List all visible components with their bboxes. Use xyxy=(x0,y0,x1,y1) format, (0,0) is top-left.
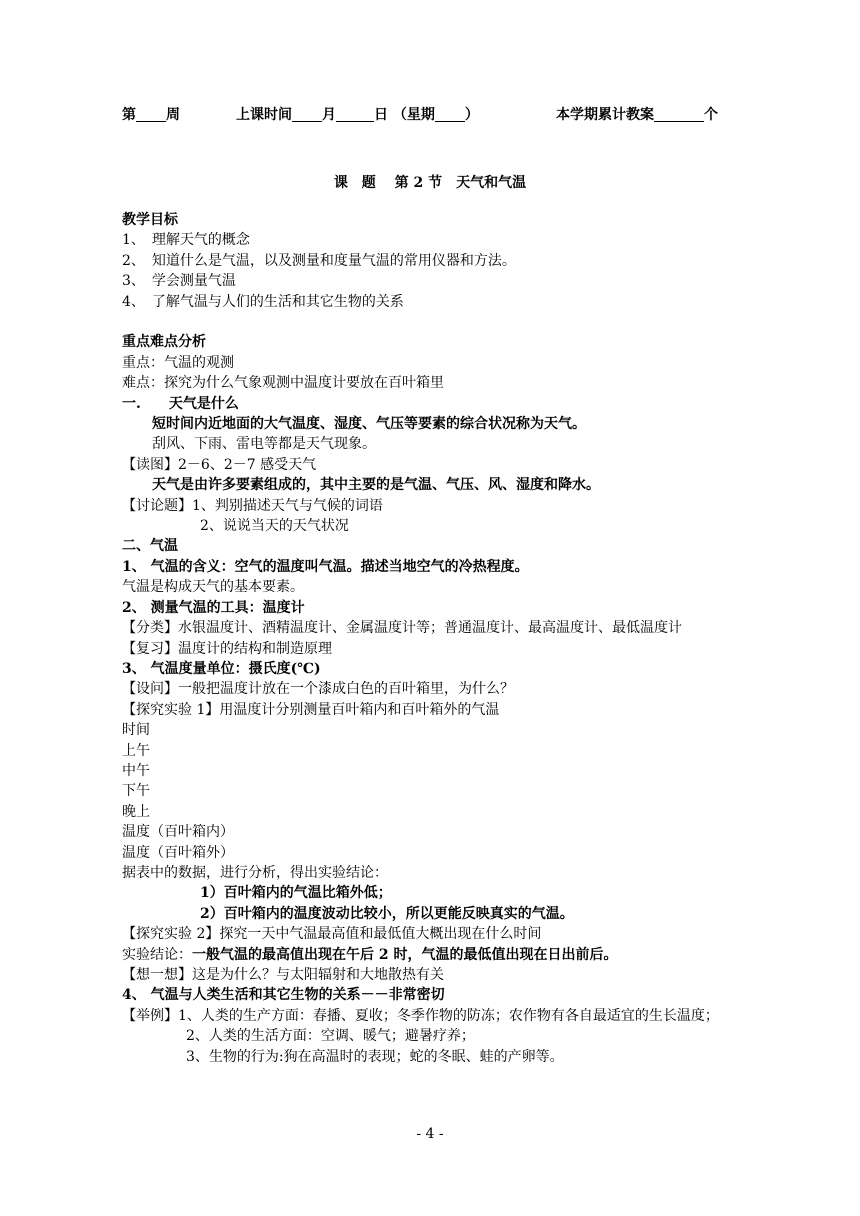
example-3: 3、生物的行为:狗在高温时的表现；蛇的冬眠、蛙的产卵等。 xyxy=(186,1048,564,1065)
experiment-2: 【探究实验 2】探究一天中气温最高值和最低值大概出现在什么时间 xyxy=(122,926,542,943)
tool-heading: 2、 测量气温的工具：温度计 xyxy=(122,599,305,616)
goal-item: 4、 了解气温与人们的生活和其它生物的关系 xyxy=(122,293,404,310)
weather-elements: 天气是由许多要素组成的，其中主要的是气温、气压、风、湿度和降水。 xyxy=(152,477,600,494)
example-2: 2、人类的生活方面：空调、暖气；避暑疗养； xyxy=(186,1028,475,1045)
key-point: 重点：气温的观测 xyxy=(122,354,234,371)
read-figure: 【读图】2－6、2－7 感受天气 xyxy=(122,456,317,473)
conclusion-1: 1）百叶箱内的气温比箱外低； xyxy=(200,885,392,902)
goal-item: 1、 理解天气的概念 xyxy=(122,232,250,249)
discussion-2: 2、说说当天的天气状况 xyxy=(200,518,349,535)
review: 【复习】温度计的结构和制造原理 xyxy=(122,640,332,657)
table-row: 下午 xyxy=(122,783,150,800)
weekday-blank xyxy=(435,106,465,122)
lesson-body xyxy=(122,210,747,1067)
goals-heading: 教学目标 xyxy=(122,212,178,228)
table-row: 温度（百叶箱外） xyxy=(122,844,234,861)
class-time-field: 上课时间 月 日 （星期 ） xyxy=(236,107,479,123)
week-blank xyxy=(136,106,166,122)
temperature-definition: 1、 气温的含义：空气的温度叫气温。描述当地空气的冷热程度。 xyxy=(122,558,529,575)
table-row: 时间 xyxy=(122,722,150,739)
experiment-1: 【探究实验 1】用温度计分别测量百叶箱内和百叶箱外的气温 xyxy=(122,701,500,718)
think: 【想一想】这是为什么？与太阳辐射和大地散热有关 xyxy=(122,967,444,984)
goal-item: 2、 知道什么是气温，以及测量和度量气温的常用仪器和方法。 xyxy=(122,252,516,269)
part2-heading: 二、气温 xyxy=(122,538,178,555)
conclusion-2: 2）百叶箱内的温度波动比较小，所以更能反映真实的气温。 xyxy=(200,905,574,922)
table-row: 中午 xyxy=(122,762,150,779)
classification: 【分类】水银温度计、酒精温度计、金属温度计等；普通温度计、最高温度计、最低温度计 xyxy=(122,620,682,637)
weather-definition: 短时间内近地面的大气温度、湿度、气压等要素的综合状况称为天气。 xyxy=(152,416,586,433)
lesson-header xyxy=(122,104,742,128)
count-blank xyxy=(654,106,704,122)
goal-item: 3、 学会测量气温 xyxy=(122,273,236,290)
weather-examples: 刮风、下雨、雷电等都是天气现象。 xyxy=(152,436,376,453)
analysis: 据表中的数据，进行分析，得出实验结论： xyxy=(122,864,388,881)
experiment-2-conclusion xyxy=(122,945,747,965)
lesson-title: 课 题 第 2 节 天气和气温 xyxy=(333,175,527,191)
part4-heading: 4、 气温与人类生活和其它生物的关系－－非常密切 xyxy=(122,987,445,1004)
discussion-1: 【讨论题】1、判别描述天气与气候的词语 xyxy=(122,497,383,514)
temperature-basic: 气温是构成天气的基本要素。 xyxy=(122,579,304,596)
unit-heading: 3、 气温度量单位：摄氏度(℃) xyxy=(122,660,321,677)
question: 【设问】一般把温度计放在一个漆成白色的百叶箱里，为什么？ xyxy=(122,681,514,698)
lesson-count-field: 本学期累计教案 个 xyxy=(556,107,718,123)
exp2-result: 一般气温的最高值出现在午后 2 时，气温的最低值出现在日出前后。 xyxy=(192,946,618,963)
day-blank xyxy=(336,106,374,122)
example-1: 【举例】1、人类的生产方面：春播、夏收；冬季作物的防冻；农作物有各自最适宜的生长温度； xyxy=(122,1007,719,1024)
part1-heading: 一. 天气是什么 xyxy=(122,395,239,412)
exp2-label: 实验结论： xyxy=(122,946,192,963)
table-row: 晚上 xyxy=(122,803,150,820)
month-blank xyxy=(292,106,322,122)
week-field: 第 周 xyxy=(122,107,180,123)
page-number: - 4 - xyxy=(416,1126,444,1142)
key-difficulty-heading: 重点难点分析 xyxy=(122,334,206,351)
table-row: 温度（百叶箱内） xyxy=(122,824,234,841)
table-row: 上午 xyxy=(122,742,150,759)
difficulty-point: 难点：探究为什么气象观测中温度计要放在百叶箱里 xyxy=(122,375,444,392)
